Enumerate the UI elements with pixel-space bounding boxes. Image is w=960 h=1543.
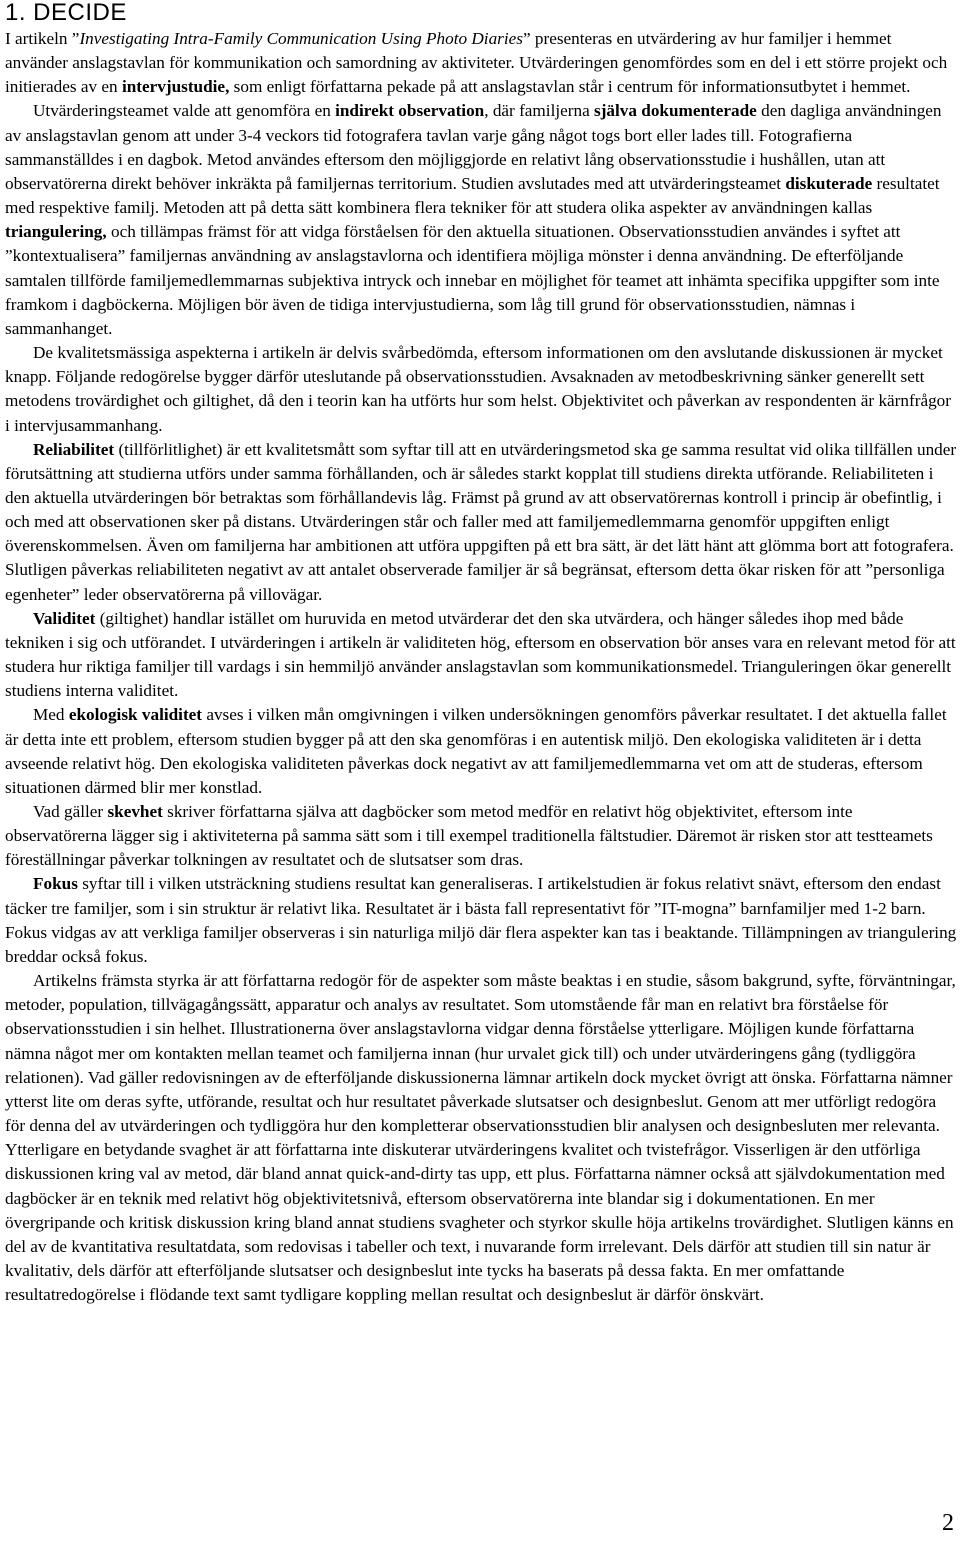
bold-term: ekologisk validitet: [68, 705, 203, 725]
document-page: [5, 0, 957, 1307]
bold-term: skevhet: [107, 802, 163, 821]
paragraph: [5, 607, 957, 704]
bold-term: Reliabilitet: [33, 439, 115, 459]
text-run: , där familjerna: [484, 101, 594, 121]
text-run: Vad gäller: [33, 802, 108, 821]
paragraph: [5, 99, 957, 341]
body-text: [5, 27, 957, 1307]
text-run: skriver författarna själva att dagböcker som metod medför en relativt hög objektivitet, eftersom inte observatörerna lägger sig i aktiviteterna på samma sätt som i till exempel traditionella fältstudier. Däremot är risken stor att testteamets föreställningar påverkar tolkningen av resultatet och de slutsatser som dras.: [5, 802, 933, 870]
paragraph: [5, 341, 957, 438]
text-run: (giltighet) handlar istället om huruvida en metod utvärderar det den ska utvärdera, och hänger således ihop med både tekniken i sig och utförandet. I utvärderingen i artikeln är validiteten hög, eftersom en observation bör anses vara en relevant metod för att studera hur riktiga familjer till vardags i sin hemmiljö använder anslagstavlan som kommunikationsmedel. Trianguleringen ökar generellt studiens interna validitet.: [5, 608, 956, 701]
paragraph: [5, 438, 957, 607]
text-run: den dagliga användningen av anslagstavlan genom att under 3-4 veckors tid fotografera tavlan varje gång något togs bort eller lades till. Fotografierna sammanställdes i en dagbok. Metod användes eftersom den möjliggjorde en relativt lång observationsstudie i hushållen, utan att observatörerna direkt behöver inkräkta på familjernas territorium. Studien avslutades med att utvärderingsteamet: [5, 101, 942, 193]
text-run: syftar till i vilken utsträckning studiens resultat kan generaliseras. I artikelstudien är fokus relativt snävt, eftersom den endast täcker tre familjer, som i sin struktur är relativt lika. Resultatet är i bästa fall representativt för ”IT-mogna” barnfamiljer med 1-2 barn. Fokus vidgas av att verkliga familjer observeras i sin naturliga miljö där flera aspekter kan tas i beaktande. Tillämpningen av triangulering breddar också fokus.: [5, 874, 957, 966]
paragraph: [5, 800, 957, 872]
text-run: som enligt författarna pekade på att anslagstavlan står i centrum för informationsutbytet i hemmet.: [229, 77, 911, 97]
paragraph: [5, 969, 957, 1307]
bold-term: själva dokumenterade: [594, 101, 757, 121]
paragraph: [5, 872, 957, 969]
text-run: De kvalitetsmässiga aspekterna i artikeln är delvis svårbedömda, eftersom informationen om den avslutande diskussionen är mycket knapp. Följande redogörelse bygger därför uteslutande på observationsstudien. Avsaknaden av metodbeskrivning sänker generellt sett metodens trovärdighet och giltighet, då den i teorin kan ha utförts hur som helst. Objektivitet och påverkan av respondenten är kärnfrågor i intervjusammanhang.: [5, 343, 951, 435]
text-run: Utvärderingsteamet valde att genomföra en: [33, 101, 336, 121]
text-run: avses i vilken mån omgivningen i vilken undersökningen genomförs påverkar resultatet. I det aktuella fallet är detta inte ett problem, eftersom studien bygger på att den ska genomföras i en autentisk miljö. Den ekologiska validiteten är i detta avseende relativt hög. Den ekologiska validiteten påverkas dock negativt av att familjemedlemmarna vet om att de studeras, eftersom situationen därmed blir mer konstlad.: [5, 705, 947, 797]
bold-term: Validitet: [33, 608, 96, 628]
paragraph: [5, 27, 957, 99]
bold-term: Fokus: [33, 874, 78, 894]
italic-title: Investigating Intra-Family Communication Using Photo Diaries: [79, 29, 523, 48]
text-run: Med: [33, 705, 69, 725]
text-run: resultatet med respektive familj. Metoden att på detta sätt kombinera flera tekniker för att studera olika aspekter av användningen kallas: [5, 173, 940, 218]
text-run: Artikelns främsta styrka är att författarna redogör för de aspekter som måste beaktas i en studie, såsom bakgrund, syfte, förväntningar, metoder, population, tillvägagångssätt, apparatur och analys av resultatet. Som utomstående får man en relativt bra förståelse för observationsstudien i sin helhet. Illustrationerna över anslagstavlorna vidgar denna förståelse ytterligare. Möjligen kunde författarna nämna något mer om kontakten mellan teamet och familjerna innan (hur urvalet gick till) och under utvärderingens gång (tydliggöra relationen). Vad gäller redovisningen av de efterföljande diskussionerna lämnar artikeln dock mycket övrigt att önska. Författarna nämner ytterst lite om deras syfte, utförande, resultat och hur resultatet påverkade slutsatser och designbeslut. Genom att mer utförligt redogöra för denna del av utvärderingen och tydliggöra hur den kompletterar observationsstudien blir analysen och designbesluten mer relevanta. Ytterligare en betydande svaghet är att författarna inte diskuterar utvärderingens kvalitet och tvistefrågor. Visserligen är den utförliga diskussionen kring val av metod, där bland annat quick-and-dirty tas upp, ett plus. Författarna nämner också att självdokumentation med dagböcker är en teknik med relativt hög objektivitetsnivå, eftersom observatörerna inte blandar sig i dokumentationen. En mer övergripande och kritisk diskussion kring bland annat studiens svagheter och styrkor skulle höja artikelns trovärdighet. Slutligen känns en del av de kvantitativa resultatdata, som redovisas i tabeller och text, i nuvarande form irrelevant. Dels därför att studien till sin natur är kvalitativ, dels därför att efterföljande slutsatser och designbeslut inte tycks ha baserats på dessa fakta. En mer omfattande resultatredogörelse i flödande text samt tydligare koppling mellan resultat och designbeslut är därför önskvärt.: [5, 971, 956, 1305]
bold-term: triangulering,: [5, 222, 107, 242]
text-run: I artikeln ”: [5, 29, 80, 48]
bold-term: intervjustudie,: [121, 77, 230, 97]
section-heading: 1. DECIDE: [5, 0, 127, 26]
paragraph: [5, 703, 957, 800]
page-number: 2: [942, 1510, 954, 1536]
bold-term: diskuterade: [785, 173, 873, 193]
bold-term: indirekt observation: [335, 101, 485, 121]
text-run: och tillämpas främst för att vidga förståelsen för den aktuella situationen. Observationsstudien användes i syftet att ”kontextualisera” familjernas användning av anslagstavlorna och identifiera möjliga mönster i denna användning. De efterföljande samtalen tillförde familjemedlemmarnas subjektiva intryck och innebar en möjlighet för teamet att inhämta specifika uppgifter som inte framkom i dagböckerna. Möjligen bör även de tidiga intervjustudierna, som låg till grund för observationsstudien, nämnas i sammanhanget.: [5, 222, 940, 338]
text-run: (tillförlitlighet) är ett kvalitetsmått som syftar till att en utvärderingsmetod ska ge samma resultat vid olika tillfällen under förutsättning att studierna utförs under samma förhållanden, och är således starkt kopplat till studiens direkta utförande. Reliabiliteten i den aktuella utvärderingen bör betraktas som förhållandevis låg. Främst på grund av att observatörernas kontroll i princip är obefintlig, i och med att observationen sker på distans. Utvärderingen står och faller med att familjemedlemmarna genomför uppgiften enligt överenskommelsen. Även om familjerna har ambitionen att utföra uppgiften på ett bra sätt, är det lätt hänt att glömma bort att fotografera. Slutligen påverkas reliabiliteten negativt av att antalet observerade familjer är så begränsat, eftersom detta ökar risken för att ”personliga egenheter” leder observatörerna på villovägar.: [5, 439, 957, 604]
text-run: ” presenteras en utvärdering av hur familjer i hemmet använder anslagstavlan för kommunikation och samordning av aktiviteter. Utvärderingen genomfördes som en del i ett större projekt och initierades av en: [5, 29, 948, 97]
